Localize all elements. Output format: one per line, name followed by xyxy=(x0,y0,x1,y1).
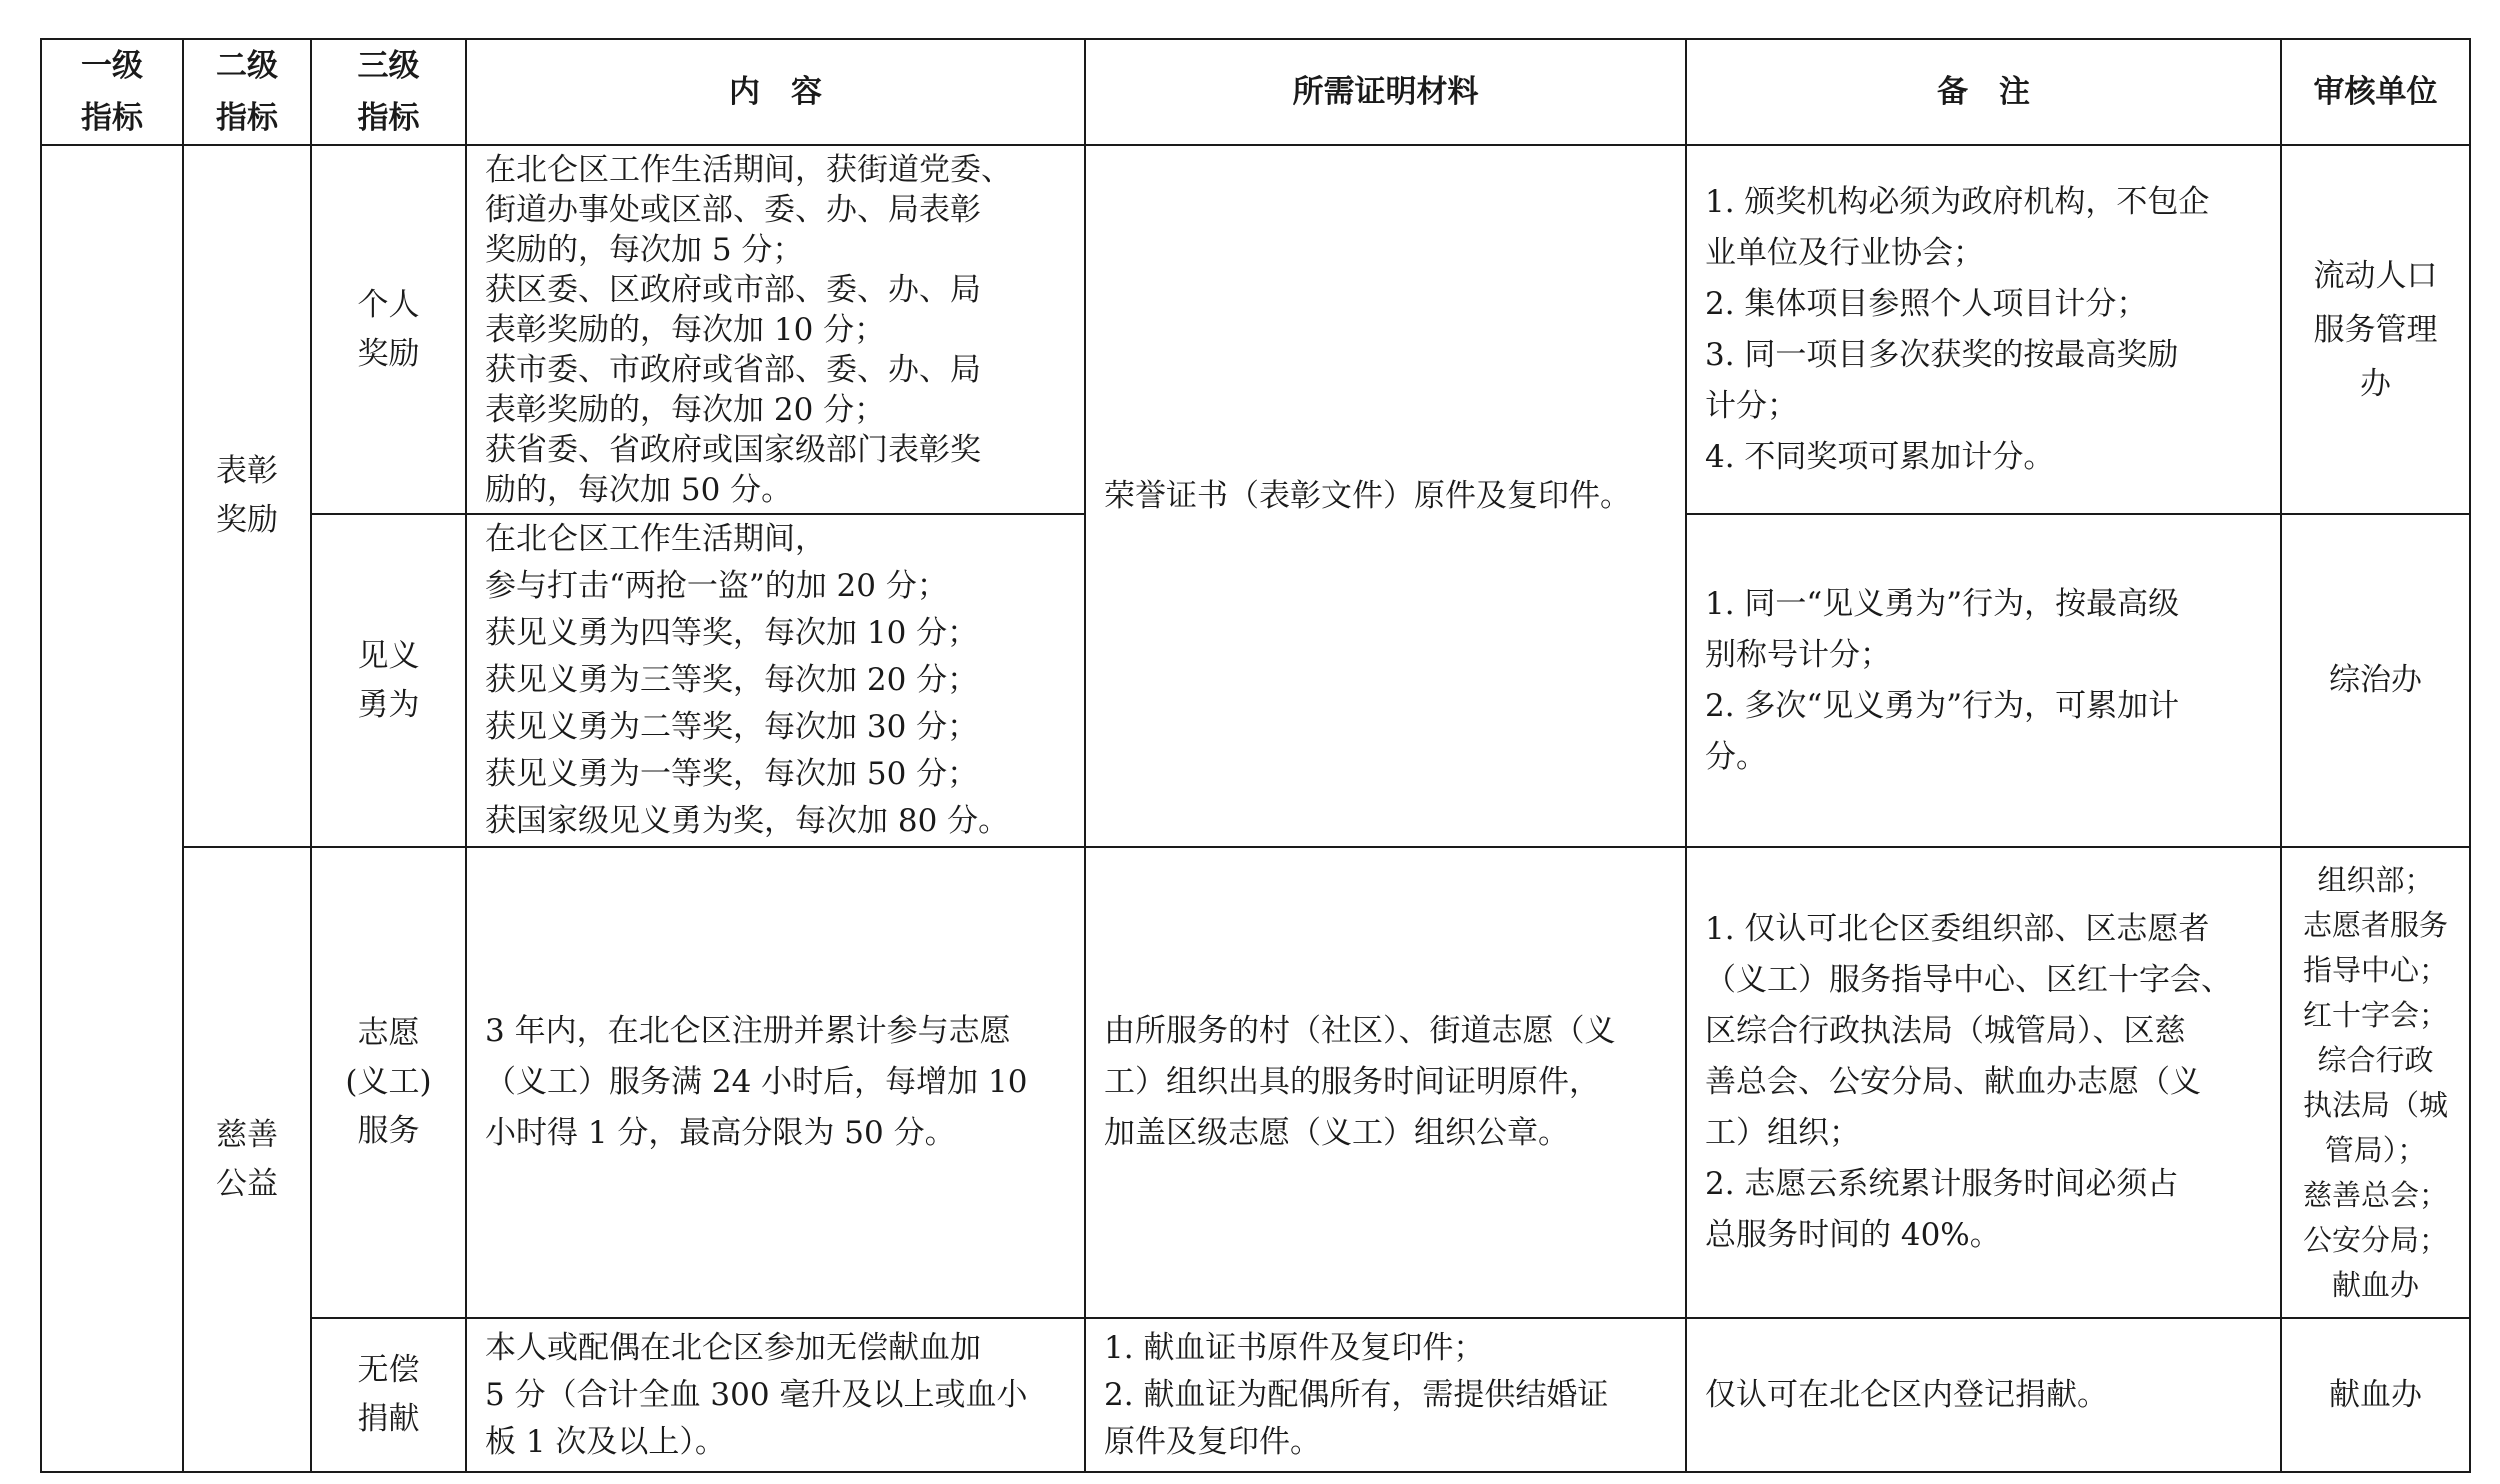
reviewer-cell: 流动人口 服务管理 办 xyxy=(2281,145,2470,514)
header-reviewer: 审核单位 xyxy=(2281,39,2470,145)
notes-cell: 仅认可在北仑区内登记捐献。 xyxy=(1686,1318,2281,1472)
level2-cell: 表彰 奖励 xyxy=(183,145,311,847)
table-row xyxy=(41,847,2470,1318)
content-cell: 在北仑区工作生活期间， 参与打击“两抢一盗”的加 20 分； 获见义勇为四等奖，每次加 10 分； 获见义勇为三等奖，每次加 20 分； 获见义勇为二等奖，每次加 30 分； 获见义勇为一等奖，每次加 50 分； 获国家级见义勇为奖，每次加 80 分。 xyxy=(466,514,1085,847)
header-row xyxy=(41,39,2470,145)
header-notes: 备 注 xyxy=(1686,39,2281,145)
reviewer-cell: 综治办 xyxy=(2281,514,2470,847)
reviewer-cell: 献血办 xyxy=(2281,1318,2470,1472)
header-level2: 二级 指标 xyxy=(183,39,311,145)
level2-cell: 慈善 公益 xyxy=(183,847,311,1472)
header-content: 内 容 xyxy=(466,39,1085,145)
level3-cell: 志愿 (义工) 服务 xyxy=(311,847,466,1318)
notes-cell: 1. 同一“见义勇为”行为，按最高级 别称号计分； 2. 多次“见义勇为”行为，可累加计 分。 xyxy=(1686,514,2281,847)
content-cell: 3 年内，在北仑区注册并累计参与志愿 （义工）服务满 24 小时后，每增加 10 小时得 1 分，最高分限为 50 分。 xyxy=(466,847,1085,1318)
content-cell: 在北仑区工作生活期间，获街道党委、 街道办事处或区部、委、办、局表彰 奖励的，每次加 5 分； 获区委、区政府或市部、委、办、局 表彰奖励的，每次加 10 分； 获市委、市政府或省部、委、办、局 表彰奖励的，每次加 20 分； 获省委、省政府或国家级部门表彰奖 励的，每次加 50 分。 xyxy=(466,145,1085,514)
level3-cell: 个人 奖励 xyxy=(311,145,466,514)
materials-cell: 荣誉证书（表彰文件）原件及复印件。 xyxy=(1085,145,1686,847)
scoring-criteria-table xyxy=(40,38,2471,1473)
table-row xyxy=(41,145,2470,514)
header-level3: 三级 指标 xyxy=(311,39,466,145)
header-level1: 一级 指标 xyxy=(41,39,183,145)
level1-cell xyxy=(41,145,183,1472)
notes-cell: 1. 仅认可北仑区委组织部、区志愿者 （义工）服务指导中心、区红十字会、 区综合行政执法局（城管局）、区慈 善总会、公安分局、献血办志愿（义 工）组织； 2. 志愿云系统累计服务时间必须占 总服务时间的 40%。 xyxy=(1686,847,2281,1318)
level3-cell: 无偿 捐献 xyxy=(311,1318,466,1472)
materials-cell: 1. 献血证书原件及复印件； 2. 献血证为配偶所有，需提供结婚证 原件及复印件。 xyxy=(1085,1318,1686,1472)
materials-cell: 由所服务的村（社区）、街道志愿（义 工）组织出具的服务时间证明原件， 加盖区级志愿（义工）组织公章。 xyxy=(1085,847,1686,1318)
notes-cell: 1. 颁奖机构必须为政府机构，不包企 业单位及行业协会； 2. 集体项目参照个人项目计分； 3. 同一项目多次获奖的按最高奖励 计分； 4. 不同奖项可累加计分。 xyxy=(1686,145,2281,514)
reviewer-cell: 组织部； 志愿者服务 指导中心； 红十字会； 综合行政 执法局（城 管局）； 慈善总会； 公安分局； 献血办 xyxy=(2281,847,2470,1318)
content-cell: 本人或配偶在北仑区参加无偿献血加 5 分（合计全血 300 毫升及以上或血小 板 1 次及以上）。 xyxy=(466,1318,1085,1472)
table-row xyxy=(41,1318,2470,1472)
level3-cell: 见义 勇为 xyxy=(311,514,466,847)
header-materials: 所需证明材料 xyxy=(1085,39,1686,145)
